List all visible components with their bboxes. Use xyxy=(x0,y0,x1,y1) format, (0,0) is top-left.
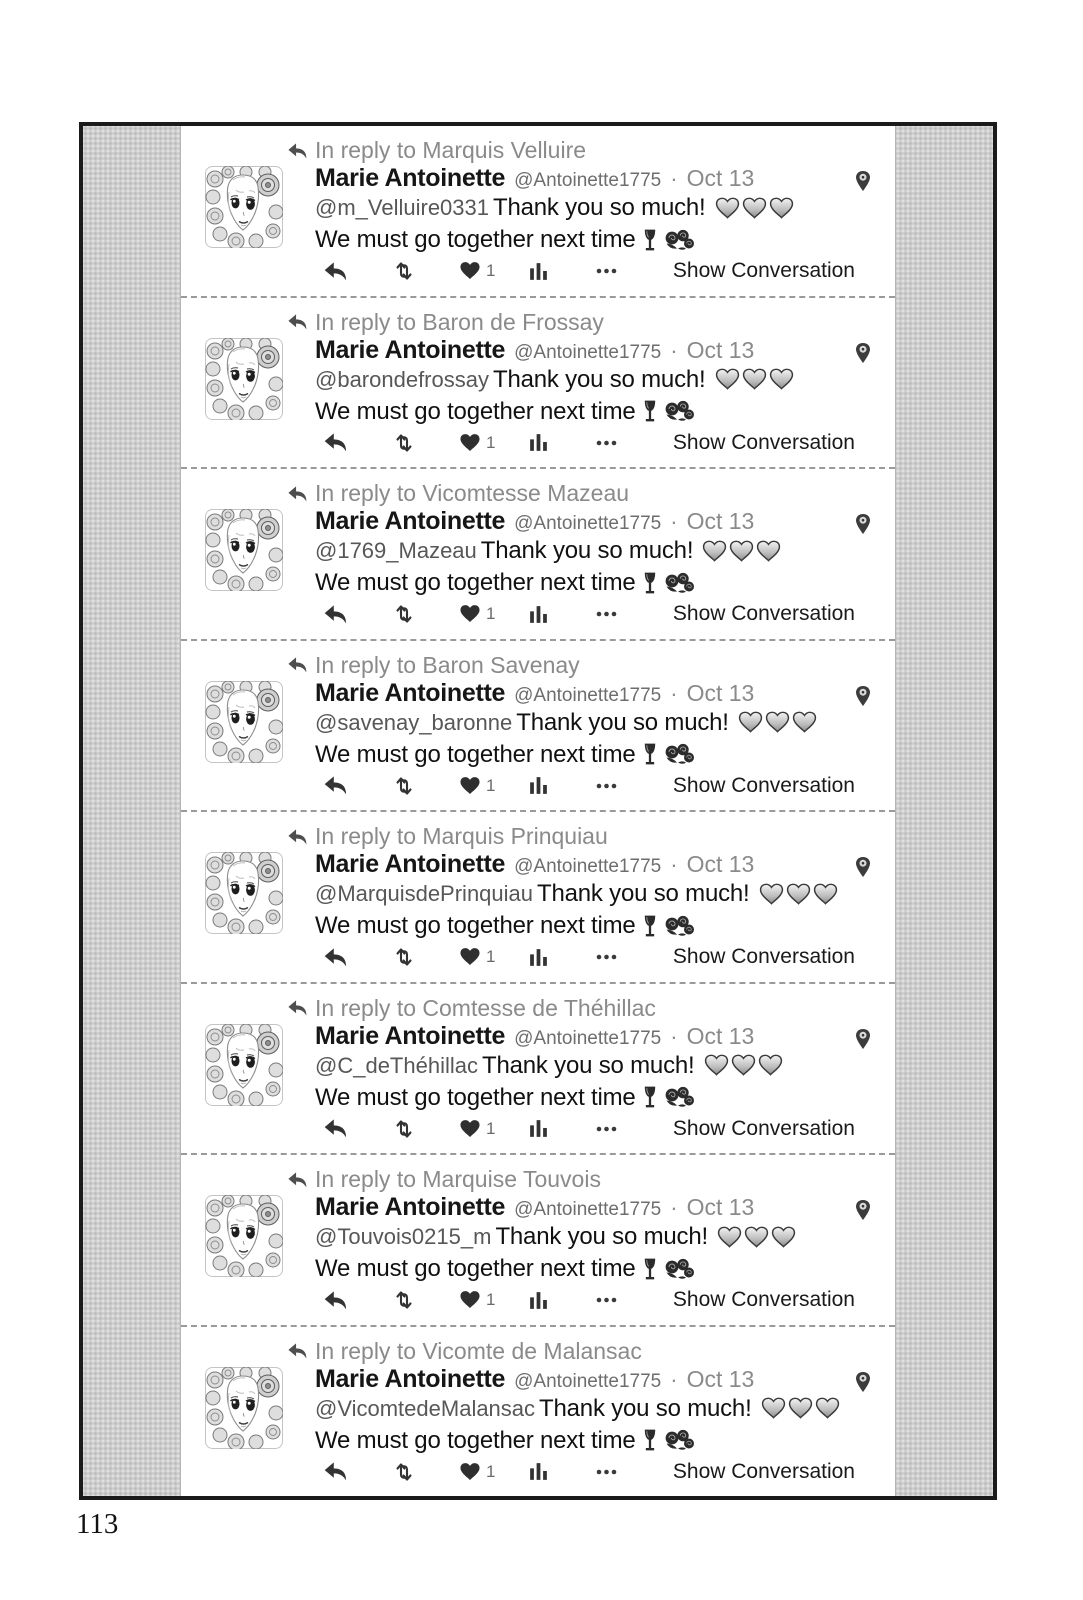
retweet-button[interactable] xyxy=(391,945,459,969)
meta-separator: · xyxy=(670,166,678,191)
like-count: 1 xyxy=(486,775,496,795)
in-reply-to-text: In reply to Marquis Velluire xyxy=(315,137,587,163)
tweet-body-line1 xyxy=(315,709,817,737)
wine-glass-icon xyxy=(642,914,658,939)
tweet-body-line2 xyxy=(315,569,695,597)
tweet-header xyxy=(315,1193,754,1222)
more-button[interactable] xyxy=(595,1467,663,1477)
rose-in-hair xyxy=(257,1203,279,1225)
in-reply-to-text: In reply to Vicomtesse Mazeau xyxy=(315,480,630,506)
author-name[interactable]: Marie Antoinette xyxy=(315,1193,506,1221)
more-button[interactable] xyxy=(595,609,663,619)
gray-heart-icon xyxy=(702,540,727,563)
reply-button[interactable] xyxy=(323,432,391,453)
gray-heart-icon xyxy=(786,883,811,906)
tweet-actions xyxy=(323,1455,855,1489)
tweet-actions xyxy=(323,1283,855,1317)
author-handle[interactable]: @Antoinette1775 xyxy=(514,1370,662,1392)
gray-hearts xyxy=(738,711,817,734)
like-count: 1 xyxy=(486,432,496,452)
author-handle[interactable]: @Antoinette1775 xyxy=(514,170,662,191)
avatar[interactable] xyxy=(205,681,283,763)
roses-icon xyxy=(664,743,695,766)
show-conversation-link[interactable]: Show Conversation xyxy=(672,1116,855,1140)
location-pin-icon xyxy=(855,513,871,535)
tweet[interactable] xyxy=(181,467,895,639)
reply-marker-icon xyxy=(287,313,308,331)
reply-marker-icon xyxy=(287,999,308,1017)
author-handle[interactable]: @Antoinette1775 xyxy=(514,1199,662,1220)
tweet-actions xyxy=(323,426,855,460)
tweet-feed xyxy=(180,126,896,1496)
tweet-text-2: We must go together next time xyxy=(315,1255,636,1282)
gray-hearts xyxy=(715,197,794,220)
tweet-date[interactable]: Oct 13 xyxy=(686,508,755,534)
show-conversation-link[interactable]: Show Conversation xyxy=(672,773,855,797)
location-pin-icon xyxy=(855,342,871,364)
analytics-button[interactable] xyxy=(527,1289,595,1312)
in-reply-to-link[interactable] xyxy=(287,1166,601,1193)
rose-in-hair xyxy=(257,1375,279,1397)
in-reply-to-link[interactable] xyxy=(287,137,586,164)
meta-separator: · xyxy=(670,852,678,877)
reply-button[interactable] xyxy=(323,775,391,796)
gray-heart-icon xyxy=(765,711,790,734)
wine-glass-icon xyxy=(642,1085,658,1110)
like-count: 1 xyxy=(486,1118,496,1138)
tweet-actions xyxy=(323,1112,855,1146)
gray-heart-icon xyxy=(771,1226,796,1249)
tweet-header xyxy=(315,164,754,193)
tweet-body-line1 xyxy=(315,1223,796,1251)
comic-panel xyxy=(79,122,997,1500)
reply-button[interactable] xyxy=(323,1290,391,1311)
gray-heart-icon xyxy=(758,1054,783,1077)
retweet-button[interactable] xyxy=(391,1460,459,1484)
wine-glass-icon xyxy=(642,742,658,767)
author-name[interactable]: Marie Antoinette xyxy=(315,678,506,707)
show-conversation-link[interactable]: Show Conversation xyxy=(672,945,855,968)
retweet-button[interactable] xyxy=(391,259,459,283)
reply-button[interactable] xyxy=(323,604,391,625)
gray-heart-icon xyxy=(761,1397,786,1420)
like-button[interactable] xyxy=(459,776,527,796)
tweet-text: Thank you so much! xyxy=(493,194,706,221)
gray-hearts xyxy=(715,368,794,391)
gray-heart-icon xyxy=(742,368,767,391)
gray-heart-icon xyxy=(756,540,781,563)
tweet-body-line2 xyxy=(315,741,695,769)
wine-glass-icon xyxy=(642,571,658,596)
tweet[interactable] xyxy=(181,810,895,982)
gray-heart-icon xyxy=(715,197,740,220)
meta-separator: · xyxy=(670,1366,678,1392)
in-reply-to-link[interactable] xyxy=(287,995,656,1022)
like-button[interactable] xyxy=(459,1462,527,1482)
location-pin-icon xyxy=(855,856,871,878)
wine-glass-icon xyxy=(642,228,658,253)
tweet-text-2: We must go together next time xyxy=(315,226,636,253)
analytics-button[interactable] xyxy=(527,774,595,797)
author-name[interactable]: Marie Antoinette xyxy=(315,1364,506,1393)
reply-button[interactable] xyxy=(323,261,391,282)
tweet[interactable] xyxy=(181,1153,895,1325)
show-conversation-link[interactable]: Show Conversation xyxy=(672,430,855,454)
show-conversation-link[interactable]: Show Conversation xyxy=(672,602,855,625)
reply-marker-icon xyxy=(287,142,308,160)
tweet[interactable] xyxy=(181,126,895,296)
gray-heart-icon xyxy=(738,711,763,734)
tweet-date[interactable]: Oct 13 xyxy=(686,165,755,191)
tweet-text: Thank you so much! xyxy=(495,1223,708,1250)
roses-icon xyxy=(664,1429,695,1452)
like-count: 1 xyxy=(486,1461,496,1481)
tweet-header xyxy=(315,1022,754,1051)
tweet-date[interactable]: Oct 13 xyxy=(686,336,755,363)
author-handle[interactable]: @Antoinette1775 xyxy=(514,1027,662,1049)
mention-link[interactable]: @1769_Mazeau xyxy=(315,538,477,563)
tweet[interactable] xyxy=(181,982,895,1154)
in-reply-to-link[interactable] xyxy=(287,1338,642,1365)
tweet-date[interactable]: Oct 13 xyxy=(686,679,755,706)
tweet[interactable] xyxy=(181,639,895,811)
reply-button[interactable] xyxy=(323,947,391,968)
tweet-text: Thank you so much! xyxy=(480,537,694,564)
retweet-button[interactable] xyxy=(391,602,459,626)
mention-link[interactable]: @VicomtedeMalansac xyxy=(315,1395,536,1421)
retweet-button[interactable] xyxy=(391,1117,459,1141)
location-pin-icon xyxy=(855,1199,871,1221)
tweet-date[interactable]: Oct 13 xyxy=(686,1365,755,1392)
location-pin-icon xyxy=(855,1371,871,1393)
reply-marker-icon xyxy=(287,828,308,846)
roses-icon xyxy=(664,915,695,938)
gray-hearts xyxy=(702,540,781,563)
wine-glass-icon xyxy=(642,399,658,424)
in-reply-to-text: In reply to Baron Savenay xyxy=(315,651,580,678)
tweet-body-line2 xyxy=(315,912,695,940)
avatar[interactable] xyxy=(205,1195,283,1277)
tweet-body-line1 xyxy=(315,880,838,908)
tweet-text-2: We must go together next time xyxy=(315,740,636,768)
rose-in-hair xyxy=(257,346,279,368)
avatar[interactable] xyxy=(205,509,283,591)
tweet-body-line2 xyxy=(315,1427,695,1455)
roses-icon xyxy=(664,1086,695,1109)
like-button[interactable] xyxy=(459,1119,527,1139)
tweet-text-2: We must go together next time xyxy=(315,912,636,939)
more-button[interactable] xyxy=(595,1124,663,1134)
in-reply-to-link[interactable] xyxy=(287,309,604,336)
tweet-header xyxy=(315,507,754,536)
gray-heart-icon xyxy=(769,197,794,220)
like-count: 1 xyxy=(486,604,496,623)
like-count: 1 xyxy=(486,1290,496,1309)
author-handle[interactable]: @Antoinette1775 xyxy=(514,856,662,877)
location-pin-icon xyxy=(855,1028,871,1050)
in-reply-to-link[interactable] xyxy=(287,480,629,507)
mention-link[interactable]: @savenay_baronne xyxy=(315,709,513,735)
meta-separator: · xyxy=(670,1023,678,1049)
meta-separator: · xyxy=(670,680,678,706)
tweet-text: Thank you so much! xyxy=(481,1051,695,1079)
gray-hearts xyxy=(759,883,838,906)
gray-heart-icon xyxy=(815,1397,840,1420)
tweet-actions xyxy=(323,597,855,631)
reply-marker-icon xyxy=(287,656,308,674)
gray-heart-icon xyxy=(742,197,767,220)
mention-link[interactable]: @m_Velluire0331 xyxy=(315,195,489,220)
in-reply-to-text: In reply to Baron de Frossay xyxy=(315,308,604,335)
tweet-body-line2 xyxy=(315,1255,695,1283)
analytics-button[interactable] xyxy=(527,260,595,283)
retweet-button[interactable] xyxy=(391,431,459,455)
tweet-date[interactable]: Oct 13 xyxy=(686,851,755,877)
avatar[interactable] xyxy=(205,1024,283,1106)
wine-glass-icon xyxy=(642,1428,658,1453)
tweet-actions xyxy=(323,769,855,803)
analytics-button[interactable] xyxy=(527,431,595,454)
reply-marker-icon xyxy=(287,485,308,503)
in-reply-to-text: In reply to Marquise Touvois xyxy=(315,1166,601,1192)
tweet-body-line1 xyxy=(315,1052,783,1080)
meta-separator: · xyxy=(670,509,678,534)
author-name[interactable]: Marie Antoinette xyxy=(315,507,506,535)
avatar[interactable] xyxy=(205,166,283,248)
more-button[interactable] xyxy=(595,438,663,448)
in-reply-to-link[interactable] xyxy=(287,823,608,850)
mention-link[interactable]: @MarquisdePrinquiau xyxy=(315,881,534,906)
like-button[interactable] xyxy=(459,947,527,967)
author-handle[interactable]: @Antoinette1775 xyxy=(514,684,662,706)
gray-heart-icon xyxy=(729,540,754,563)
tweet-header xyxy=(315,850,754,879)
like-button[interactable] xyxy=(459,433,527,453)
like-count: 1 xyxy=(486,947,496,966)
more-button[interactable] xyxy=(595,266,663,276)
rose-in-hair xyxy=(257,174,279,196)
author-name[interactable]: Marie Antoinette xyxy=(315,1021,506,1050)
reply-button[interactable] xyxy=(323,1461,391,1482)
gray-heart-icon xyxy=(744,1226,769,1249)
retweet-button[interactable] xyxy=(391,774,459,798)
rose-in-hair xyxy=(257,1032,279,1054)
tweet-text: Thank you so much! xyxy=(516,708,729,736)
like-button[interactable] xyxy=(459,261,527,281)
more-button[interactable] xyxy=(595,1295,663,1305)
gray-heart-icon xyxy=(731,1054,756,1077)
mention-link[interactable]: @C_deThéhillac xyxy=(315,1052,478,1078)
author-name[interactable]: Marie Antoinette xyxy=(315,164,506,192)
rose-in-hair xyxy=(257,689,279,711)
wine-glass-icon xyxy=(642,1257,658,1282)
author-handle[interactable]: @Antoinette1775 xyxy=(514,341,662,363)
tweet-text-2: We must go together next time xyxy=(315,1083,636,1111)
in-reply-to-link[interactable] xyxy=(287,652,580,679)
gray-hearts xyxy=(761,1397,840,1420)
tweet-text-2: We must go together next time xyxy=(315,1426,636,1454)
show-conversation-link[interactable]: Show Conversation xyxy=(672,259,855,282)
like-button[interactable] xyxy=(459,1290,527,1310)
show-conversation-link[interactable]: Show Conversation xyxy=(672,1288,855,1311)
in-reply-to-text: In reply to Marquis Prinquiau xyxy=(315,823,608,849)
gray-heart-icon xyxy=(715,368,740,391)
author-handle[interactable]: @Antoinette1775 xyxy=(514,513,662,534)
gray-heart-icon xyxy=(813,883,838,906)
tweet-body-line2 xyxy=(315,398,695,426)
gray-heart-icon xyxy=(759,883,784,906)
analytics-button[interactable] xyxy=(527,1460,595,1483)
meta-separator: · xyxy=(670,1195,678,1220)
more-button[interactable] xyxy=(595,781,663,791)
rose-in-hair xyxy=(257,517,279,539)
location-pin-icon xyxy=(855,685,871,707)
tweet-body-line1 xyxy=(315,537,781,565)
roses-icon xyxy=(664,400,695,423)
author-name[interactable]: Marie Antoinette xyxy=(315,850,506,878)
author-name[interactable]: Marie Antoinette xyxy=(315,335,506,364)
mention-link[interactable]: @Touvois0215_m xyxy=(315,1224,492,1249)
location-pin-icon xyxy=(855,170,871,192)
meta-separator: · xyxy=(670,337,678,363)
tweet-actions xyxy=(323,254,855,288)
gray-heart-icon xyxy=(704,1054,729,1077)
reply-marker-icon xyxy=(287,1342,308,1360)
tweet-text: Thank you so much! xyxy=(492,365,706,393)
like-button[interactable] xyxy=(459,604,527,624)
tweet-body-line1 xyxy=(315,194,794,222)
analytics-button[interactable] xyxy=(527,946,595,969)
tweet-text-2: We must go together next time xyxy=(315,397,636,425)
in-reply-to-text: In reply to Vicomte de Malansac xyxy=(315,1337,642,1364)
retweet-button[interactable] xyxy=(391,1288,459,1312)
avatar[interactable] xyxy=(205,852,283,934)
mention-link[interactable]: @barondefrossay xyxy=(315,366,489,392)
avatar[interactable] xyxy=(205,338,283,420)
rose-in-hair xyxy=(257,860,279,882)
tweet-text: Thank you so much! xyxy=(537,880,750,907)
tweet-date[interactable]: Oct 13 xyxy=(686,1022,755,1049)
reply-button[interactable] xyxy=(323,1118,391,1139)
page-number: 113 xyxy=(76,1508,119,1540)
more-button[interactable] xyxy=(595,952,663,962)
gray-heart-icon xyxy=(769,368,794,391)
tweet[interactable] xyxy=(181,1325,895,1497)
tweet-header xyxy=(315,336,754,365)
tweet-header xyxy=(315,679,754,708)
tweet-text: Thank you so much! xyxy=(539,1394,752,1422)
analytics-button[interactable] xyxy=(527,1117,595,1140)
reply-marker-icon xyxy=(287,1171,308,1189)
tweet-body-line1 xyxy=(315,366,794,394)
tweet-text-2: We must go together next time xyxy=(315,569,636,596)
tweet-date[interactable]: Oct 13 xyxy=(686,1194,755,1220)
in-reply-to-text: In reply to Comtesse de Théhillac xyxy=(315,994,656,1021)
tweet-body-line2 xyxy=(315,226,695,254)
tweet[interactable] xyxy=(181,296,895,468)
tweet-body-line2 xyxy=(315,1084,695,1112)
roses-icon xyxy=(664,229,695,252)
gray-hearts xyxy=(717,1226,796,1249)
avatar[interactable] xyxy=(205,1367,283,1449)
show-conversation-link[interactable]: Show Conversation xyxy=(672,1459,855,1483)
roses-icon xyxy=(664,572,695,595)
tweet-header xyxy=(315,1365,754,1394)
tweet-actions xyxy=(323,940,855,974)
gray-heart-icon xyxy=(788,1397,813,1420)
gray-heart-icon xyxy=(792,711,817,734)
gray-hearts xyxy=(704,1054,783,1077)
analytics-button[interactable] xyxy=(527,603,595,626)
gray-heart-icon xyxy=(717,1226,742,1249)
like-count: 1 xyxy=(486,261,496,280)
roses-icon xyxy=(664,1258,695,1281)
tweet-body-line1 xyxy=(315,1395,840,1423)
